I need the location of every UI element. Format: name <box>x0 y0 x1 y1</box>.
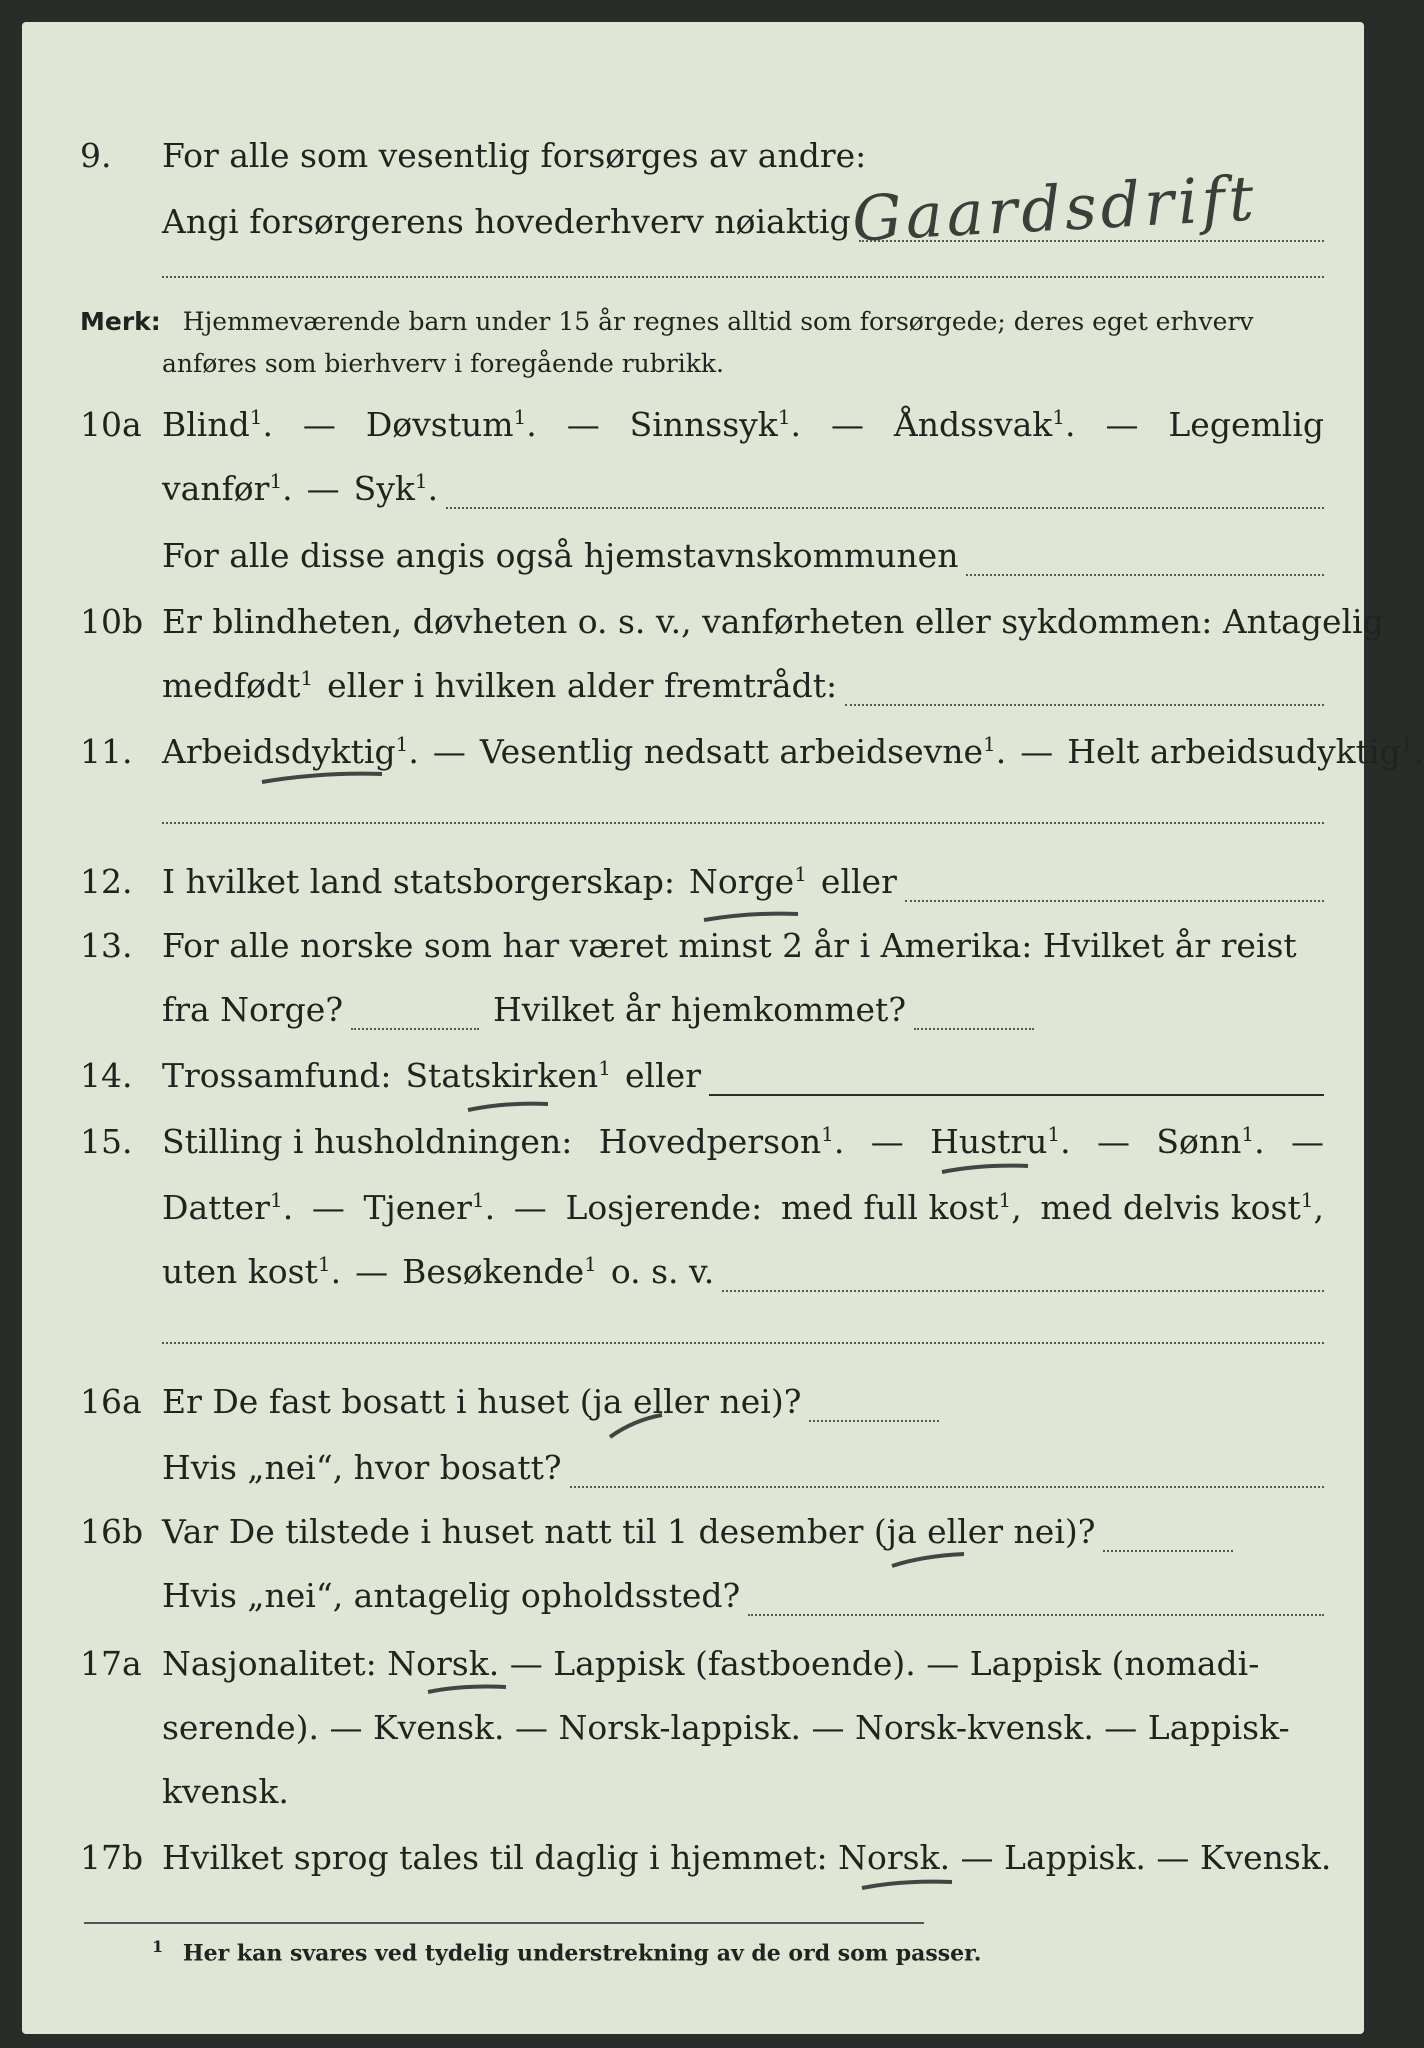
q17b-language: Hvilket sprog tales til daglig i hjemmet: Norsk. — Lappisk. — Kvensk. <box>162 1838 1332 1877</box>
q16a-line2 <box>22 1438 1364 1498</box>
dash: — <box>1105 405 1139 444</box>
merk-line2 <box>80 344 1324 384</box>
dash: — <box>513 1188 547 1227</box>
q10a-line2 <box>22 459 1364 519</box>
text-fragment: Hustru <box>930 1122 1048 1161</box>
text-fragment: 1 <box>983 732 996 756</box>
q12-number: 12. <box>80 862 133 901</box>
dash: — <box>566 405 600 444</box>
q16a-number: 16a <box>80 1382 142 1421</box>
text-fragment: 1 <box>317 1252 331 1276</box>
dash: — <box>432 732 466 771</box>
text-fragment: 1 <box>395 732 409 756</box>
q13-number: 13. <box>80 926 133 965</box>
text-fragment <box>162 852 1324 912</box>
text-fragment <box>162 1698 1324 1758</box>
dash: — <box>302 405 336 444</box>
q9-provider-question: Angi forsørgerens hovederhverv nøiaktig <box>162 202 851 241</box>
footnote-text: Her kan svares ved tydelig understrekning av de ord som passer. <box>182 1940 982 1967</box>
q15-besokende <box>402 1242 597 1302</box>
q14-answer-line <box>709 1066 1324 1096</box>
text-fragment: . <box>408 732 419 771</box>
q12-line <box>22 852 1364 912</box>
text-fragment: 1 <box>513 405 527 429</box>
q17a-line3 <box>22 1762 1364 1822</box>
q15-losjerende: Losjerende: <box>565 1188 763 1227</box>
text-fragment: 1 <box>471 1188 485 1212</box>
text-fragment: Hovedperson <box>598 1122 822 1161</box>
text-fragment: . <box>1413 732 1424 771</box>
q16b-answer-line <box>1103 1522 1233 1552</box>
q10b-answer-line <box>845 676 1324 706</box>
q15-household-position: Stilling i husholdningen: <box>162 1122 573 1161</box>
text-fragment: med delvis kost <box>1040 1188 1301 1227</box>
text-fragment <box>162 1828 1332 1888</box>
text-fragment: 1 <box>777 405 791 429</box>
q10a-legemlig: Legemlig <box>1168 405 1324 444</box>
text-fragment: Besøkende <box>402 1252 585 1291</box>
q17a-kvensk: kvensk. <box>162 1772 289 1811</box>
q10a-line1 <box>22 395 1364 455</box>
q12-eller: eller <box>820 862 897 901</box>
text-fragment: . <box>282 1188 294 1227</box>
q13-return: Hvilket år hjemkommet? <box>493 990 907 1029</box>
merk-text-1: Hjemmeværende barn under 15 år regnes alltid som forsørgede; deres eget erhverv <box>182 307 1254 336</box>
q14-number: 14. <box>80 1056 133 1095</box>
text-fragment: . <box>427 469 439 508</box>
merk-text-2: anføres som bierhverv i foregående rubrikk. <box>162 349 724 378</box>
q12-question: I hvilket land statsborgerskap: <box>162 862 676 901</box>
text-fragment: . <box>526 405 537 444</box>
q17a-nationality: Nasjonalitet: Norsk. — Lappisk (fastboende). — Lappisk (nomadi- <box>162 1644 1260 1683</box>
text-fragment: med full kost <box>780 1188 999 1227</box>
q10b-line1 <box>22 592 1384 652</box>
q13-departure: fra Norge? <box>162 990 344 1029</box>
text-fragment: vanfør <box>162 469 270 508</box>
q16b-question: Var De tilstede i huset natt til 1 desember (ja eller nei)? <box>162 1512 1096 1551</box>
q10b-number: 10b <box>80 602 144 641</box>
q15-number: 15. <box>80 1122 133 1161</box>
text-fragment <box>162 980 1324 1040</box>
q16a-answer-line <box>809 1392 939 1422</box>
q16b-where-line <box>748 1586 1324 1616</box>
text-fragment: Arbeidsdyktig <box>162 732 396 771</box>
q16a-where-line <box>570 1458 1324 1488</box>
q10a-number: 10a <box>80 405 142 444</box>
text-fragment: 1 <box>794 862 807 886</box>
text-fragment <box>162 459 1324 519</box>
q14-question: Trossamfund: <box>162 1056 392 1095</box>
text-fragment: 1 <box>584 1252 597 1276</box>
text-fragment: Syk <box>353 469 415 508</box>
text-fragment <box>162 1566 1324 1626</box>
text-fragment: Sinnssyk <box>629 405 778 444</box>
q15-extra-line <box>162 1342 1324 1344</box>
q15-sonn <box>1156 1112 1264 1172</box>
q15-tjener <box>364 1178 496 1238</box>
text-fragment: Norge <box>689 862 795 901</box>
q10a-sinnssyk <box>630 395 801 455</box>
text-fragment <box>162 1046 1324 1106</box>
text-fragment: 1 <box>300 666 314 690</box>
text-fragment: Statskirken <box>405 1056 599 1095</box>
q10a-blind <box>162 395 273 455</box>
dash: — <box>1097 1122 1130 1161</box>
q15-osv: o. s. v. <box>610 1252 715 1291</box>
q16b-where: Hvis „nei“, antagelig opholdssted? <box>162 1576 741 1615</box>
text-fragment: 1 <box>1300 1188 1314 1212</box>
text-fragment: Sønn <box>1156 1122 1242 1161</box>
text-fragment: 1 <box>821 1122 834 1146</box>
dash: — <box>306 469 340 508</box>
text-fragment: 1 <box>269 1188 283 1212</box>
q15-line3 <box>22 1242 1364 1302</box>
q16b-number: 16b <box>80 1512 144 1551</box>
text-fragment: . <box>1065 405 1076 444</box>
text-fragment: 1 <box>249 405 263 429</box>
q16b-line2 <box>22 1566 1364 1626</box>
q12-norge <box>689 852 807 912</box>
text-fragment: medfødt <box>162 666 301 705</box>
q12-answer-line <box>905 872 1324 902</box>
text-fragment <box>162 526 1324 586</box>
q13-line1 <box>22 916 1364 976</box>
q13-departure-line <box>351 1000 479 1030</box>
text-fragment: . <box>484 1188 496 1227</box>
text-fragment: Tjener <box>363 1188 472 1227</box>
q10a-andssvak <box>894 395 1076 455</box>
q10a-dovstum <box>366 395 537 455</box>
text-fragment: 1 <box>269 469 283 493</box>
q15-line2 <box>22 1178 1364 1238</box>
q14-line <box>22 1046 1364 1106</box>
q10b-medfodt <box>162 656 313 716</box>
q11-extra-line <box>162 822 1324 824</box>
q17b-underline-mark <box>22 22 23 23</box>
text-fragment <box>162 1372 1324 1432</box>
q15-full-kost: med full kost$^1$, <box>780 1188 1022 1227</box>
dash: — <box>1020 732 1054 771</box>
dash: — <box>830 405 864 444</box>
q10a-municipality-line <box>966 546 1324 576</box>
q9-extra-line <box>162 276 1324 278</box>
q17a-line1 <box>22 1634 1364 1694</box>
q14-statskirken <box>405 1046 611 1106</box>
q10b-question: Er blindheten, døvheten o. s. v., vanførheten eller sykdommen: Antagelig <box>162 602 1384 641</box>
text-fragment: 1 <box>414 469 428 493</box>
text-fragment: Vesentlig nedsatt arbeidsevne <box>479 732 984 771</box>
q15-line1 <box>22 1112 1364 1172</box>
text-fragment: . <box>282 469 293 508</box>
q13-return-line <box>914 1000 1034 1030</box>
q13-line2 <box>22 980 1364 1040</box>
q10a-vanfor <box>162 459 293 519</box>
text-fragment <box>162 656 1324 716</box>
q10b-age-question: eller i hvilken alder fremtrådt: <box>327 666 838 705</box>
q11-udyktig <box>1067 722 1424 782</box>
footnote-mark: 1 <box>152 1937 164 1956</box>
q15-uten-kost <box>162 1242 341 1302</box>
q10b-line2 <box>22 656 1364 716</box>
footnote <box>152 1937 981 1966</box>
q14-eller: eller <box>625 1056 701 1095</box>
footnote-rule <box>84 1922 924 1924</box>
q16a-question: Er De fast bosatt i huset (ja eller nei)? <box>162 1382 802 1421</box>
text-fragment: . <box>1254 1122 1265 1161</box>
text-fragment <box>162 1438 1324 1498</box>
q10a-home-municipality: For alle disse angis også hjemstavnskommunen <box>162 536 959 575</box>
text-fragment: 1 <box>1400 732 1414 756</box>
text-fragment <box>162 1762 1324 1822</box>
q9-handwritten-answer: Gaardsdrift <box>850 161 1260 256</box>
q15-answer-line <box>722 1262 1324 1292</box>
text-fragment: 1 <box>1052 405 1066 429</box>
q15-hustru <box>930 1112 1071 1172</box>
q9-question: For alle som vesentlig forsørges av andre: <box>162 136 867 175</box>
q16b-line1 <box>22 1502 1364 1562</box>
text-fragment: . <box>1060 1122 1071 1161</box>
text-fragment: Døvstum <box>365 405 514 444</box>
census-form-page <box>22 22 1424 2034</box>
q17b-number: 17b <box>80 1838 144 1877</box>
dash: — <box>311 1188 345 1227</box>
text-fragment: Blind <box>162 405 250 444</box>
text-fragment: . <box>833 1122 845 1161</box>
q10a-line3 <box>22 526 1364 586</box>
q13-question: For alle norske som har været minst 2 år i Amerika: Hvilket år reist <box>162 926 1297 965</box>
q11-nedsatt <box>480 722 1006 782</box>
q15-delvis-kost: med delvis kost$^1$, <box>1040 1188 1324 1227</box>
merk-label: Merk: <box>80 307 161 336</box>
text-fragment: Helt arbeidsudyktig <box>1067 732 1401 771</box>
text-fragment: 1 <box>998 1188 1012 1212</box>
text-fragment: . <box>995 732 1007 771</box>
text-fragment <box>162 1178 1324 1238</box>
dash: — <box>870 1122 904 1161</box>
text-fragment: 1 <box>1047 1122 1061 1146</box>
text-fragment: . <box>330 1252 342 1291</box>
q10a-syk <box>354 459 438 519</box>
q11-number: 11. <box>80 732 133 771</box>
q9-number: 9. <box>80 136 112 175</box>
text-fragment: 1 <box>598 1056 612 1080</box>
text-fragment: Datter <box>162 1188 270 1227</box>
q17a-options: serende). — Kvensk. — Norsk-lappisk. — Norsk-kvensk. — Lappisk- <box>162 1708 1290 1747</box>
text-fragment <box>162 1502 1324 1562</box>
q15-hovedperson <box>599 1112 845 1172</box>
q17b-line <box>22 1828 1364 1888</box>
q16a-line1 <box>22 1372 1364 1432</box>
dash: — <box>355 1252 389 1291</box>
q16a-where: Hvis „nei“, hvor bosatt? <box>162 1448 562 1487</box>
q15-datter <box>162 1178 293 1238</box>
q17a-line2 <box>22 1698 1364 1758</box>
text-fragment: . <box>262 405 273 444</box>
text-fragment: 1 <box>1241 1122 1255 1146</box>
text-fragment <box>162 1634 1324 1694</box>
text-fragment: uten kost <box>162 1252 318 1291</box>
text-fragment <box>162 395 1324 455</box>
text-fragment: Åndssvak <box>893 405 1053 444</box>
dash: — <box>1290 1122 1324 1161</box>
merk-line1 <box>80 302 1324 342</box>
q10a-answer-line <box>446 479 1324 509</box>
q11-line <box>22 722 1424 782</box>
text-fragment <box>162 1242 1324 1302</box>
text-fragment <box>162 916 1324 976</box>
text-fragment <box>162 592 1384 652</box>
text-fragment: . <box>790 405 802 444</box>
text-fragment <box>162 1112 1324 1172</box>
q17a-number: 17a <box>80 1644 142 1683</box>
